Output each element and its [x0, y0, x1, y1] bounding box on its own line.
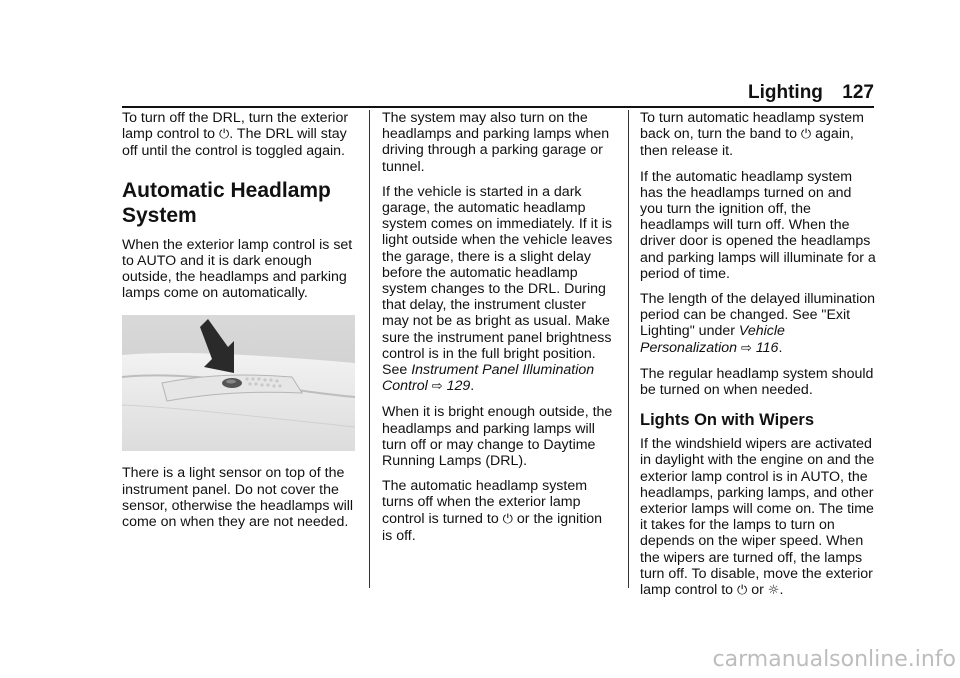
paragraph: If the windshield wipers are activated in daylight with the engine on and the exterior lamp control is in AUTO, the headlamps, parking lamps, and other exterior lamps will come on. The time it takes for the lamps to turn on depends on the wiper speed. When the wipers are turned off, the lamps turn off. To disable, move the exterior lamp control to ⏻ or ☼.: [640, 436, 875, 599]
subsection-heading: Lights On with Wipers: [640, 411, 815, 430]
paragraph: When the exterior lamp control is set to AUTO and it is dark enough outside, the headlamps and parking lamps come on automatically.: [122, 236, 353, 302]
cross-reference-link[interactable]: Instrument Panel Illumination Control: [382, 362, 595, 395]
cross-reference-page[interactable]: 116: [755, 339, 779, 356]
cross-reference-page[interactable]: 129: [446, 378, 471, 395]
paragraph: The regular headlamp system should be turned on when needed.: [640, 365, 874, 399]
paragraph: If the automatic headlamp system has the headlamps turned on and you turn the ignition off, the headlamps will turn off. When the driver door is opened the headlamps and parking lamps will illuminate for a period of time.: [640, 168, 876, 282]
header-rule: [122, 106, 874, 108]
section-heading: Automatic Headlamp System: [122, 178, 331, 227]
lamp-off-icon: ⏻: [502, 511, 513, 527]
column-divider: [369, 110, 370, 588]
lamp-off-icon: ⏻: [800, 127, 812, 143]
cross-reference-link[interactable]: Vehicle Personalization: [640, 323, 785, 356]
page-number: 127: [842, 82, 874, 103]
paragraph: The length of the delayed illumination period can be changed. See "Exit Lighting" under Vehicle Personalization ⇨ 116.: [640, 291, 876, 356]
paragraph: To turn off the DRL, turn the exterior lamp control to ⏻. The DRL will stay off until the control is toggled again.: [122, 110, 349, 160]
lamp-off-icon: ⏻: [737, 583, 748, 599]
section-title: Lighting: [748, 82, 823, 103]
paragraph: To turn automatic headlamp system back on, turn the band to ⏻ again, then release it.: [640, 110, 864, 160]
watermark: carmanualsonline.info: [712, 647, 956, 672]
paragraph: There is a light sensor on top of the instrument panel. Do not cover the sensor, otherwise the headlamps will come on when they are not needed.: [122, 465, 354, 531]
column-1: [122, 110, 358, 539]
column-2: [382, 110, 616, 553]
page-arrow-icon: ⇨: [431, 379, 443, 395]
paragraph: The automatic headlamp system turns off when the exterior lamp control is turned to ⏻ or the ignition is off.: [382, 478, 603, 544]
page-header: [748, 82, 874, 104]
column-3: [640, 110, 876, 608]
paragraph: If the vehicle is started in a dark garage, the automatic headlamp system comes on immediately. If it is light outside when the vehicle leaves the garage, there is a slight delay before the automatic headlamp system changes to the DRL. During that delay, the instrument cluster may not be as bright as usual. Make sure the instrument panel brightness control is in the full bright position. See Instrument Panel Illumination Control ⇨ 129.: [382, 183, 613, 395]
paragraph: When it is bright enough outside, the headlamps and parking lamps will turn off or may change to Daytime Running Lamps (DRL).: [382, 404, 613, 470]
parking-lamp-icon: ☼: [767, 583, 780, 599]
paragraph: The system may also turn on the headlamps and parking lamps when driving through a parking garage or tunnel.: [382, 110, 610, 175]
lamp-off-icon: ⏻: [219, 127, 230, 143]
light-sensor-photo: [122, 315, 355, 451]
column-divider: [628, 110, 629, 588]
page-arrow-icon: ⇨: [740, 340, 752, 356]
